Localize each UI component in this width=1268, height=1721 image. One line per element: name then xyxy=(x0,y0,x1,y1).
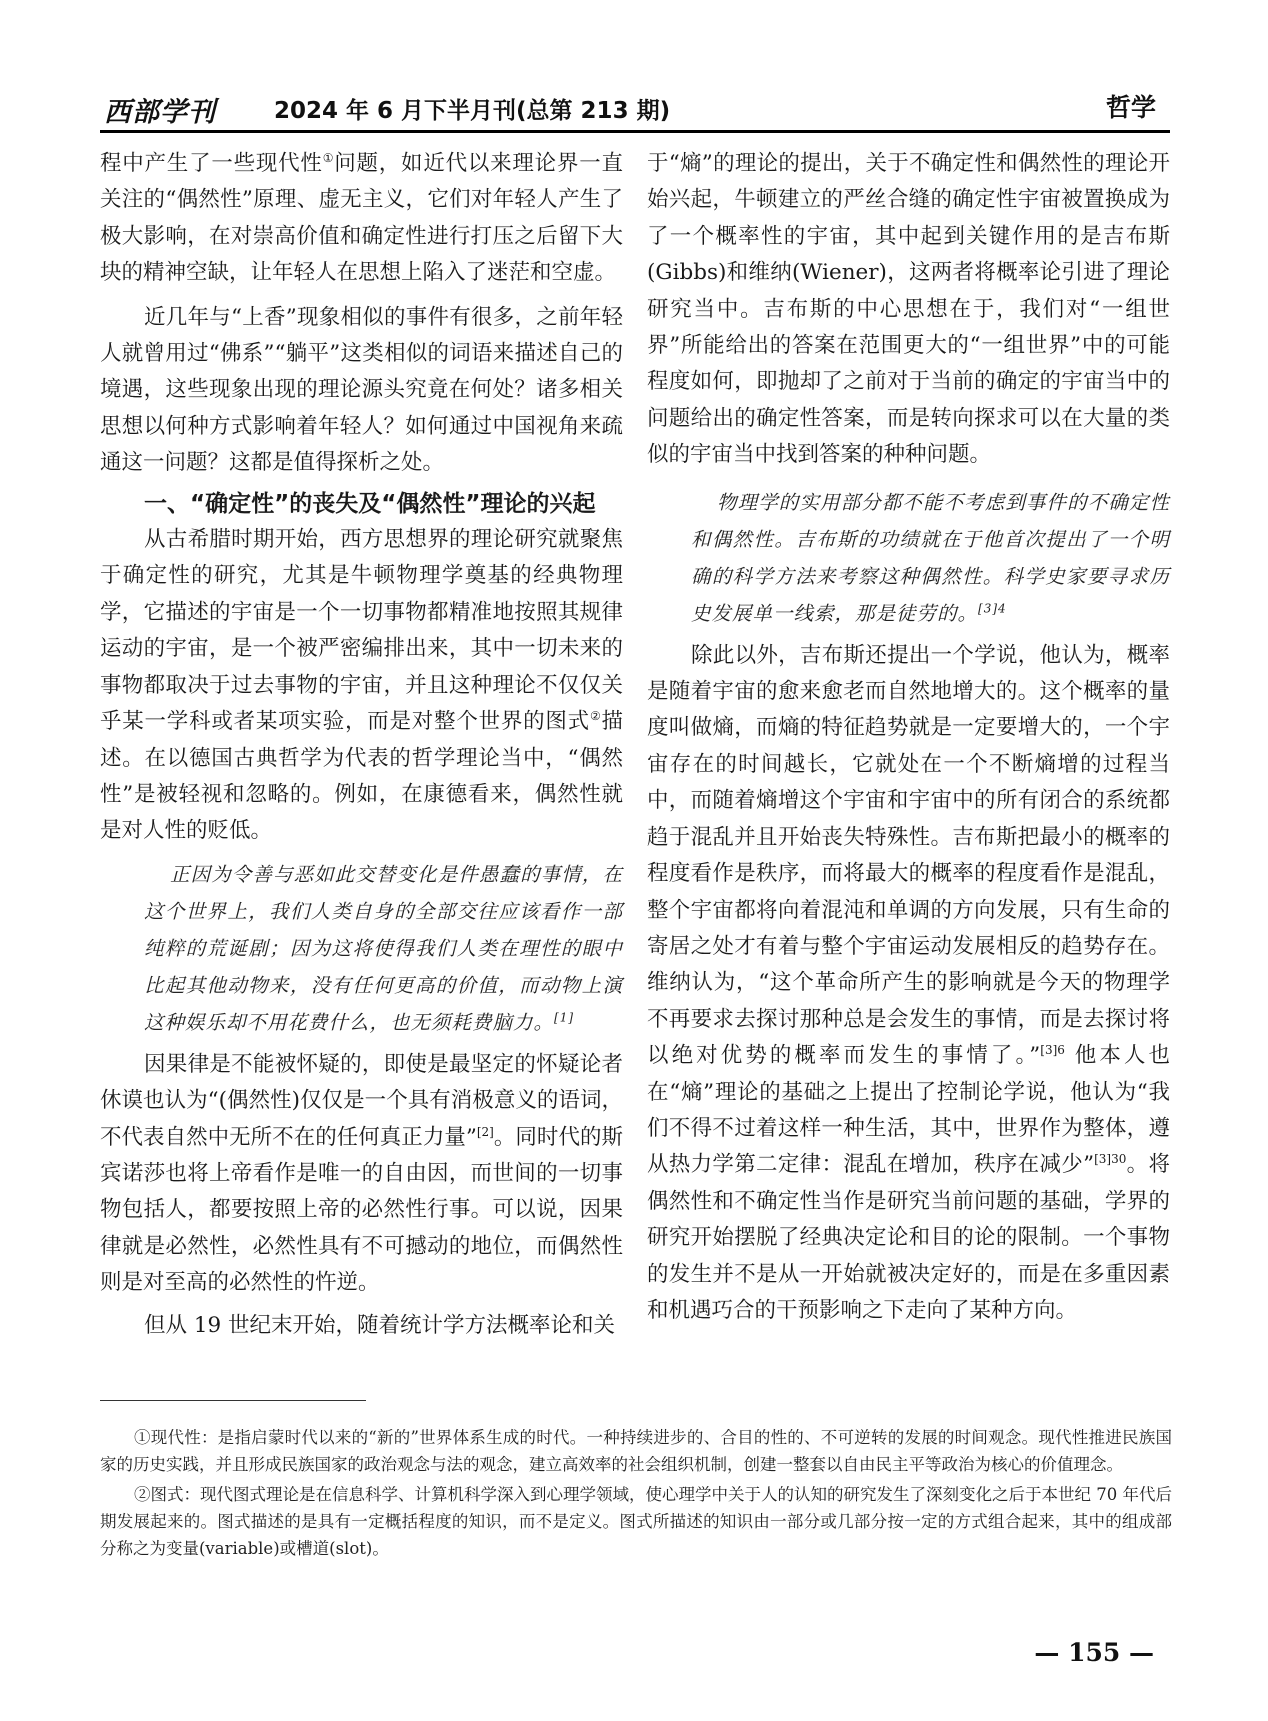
footnotes xyxy=(100,1424,1172,1565)
paragraph: 但从 19 世纪末开始，随着统计学方法概率论和关 xyxy=(144,1312,616,1338)
paragraph: 近几年与“上香”现象相似的事件有很多，之前年轻人就曾用过“佛系”“躺平”这类相似的词语来描述自己的境遇，这些现象出现的理论源头究竟在何处？诸多相关思想以何种方式影响着年轻人？如何通过中国视角来疏通这一问题？这都是值得探析之处。 xyxy=(100,304,623,476)
paragraph: 程中产生了一些现代性①问题，如近代以来理论界一直关注的“偶然性”原理、虚无主义，它们对年轻人产生了极大影响，在对崇高价值和确定性进行打压之后留下大块的精神空缺，让年轻人在思想上陷入了迷茫和空虚。 xyxy=(100,150,623,286)
footnote-marker[interactable]: ① xyxy=(322,150,335,165)
citation-marker[interactable]: [3]4 xyxy=(978,601,1007,616)
issue-info: 2024 年 6 月下半月刊(总第 213 期) xyxy=(274,98,671,124)
footnote-1: ①现代性：是指启蒙时代以来的“新的”世界体系生成的时代。一种持续进步的、合目的性的、不可逆转的发展的时间观念。现代性推进民族国家的历史实践，并且形成民族国家的政治观念与法的观念，建立高效率的社会组织机制，创建一整套以自由民主平等政治为核心的价值理念。 xyxy=(100,1428,1172,1474)
block-quote: 正因为令善与恶如此交替变化是件愚蠢的事情，在这个世界上，我们人类自身的全部交往应该看作一部纯粹的荒诞剧；因为这将使得我们人类在理性的眼中比起其他动物来，没有任何更高的价值，而动物上演这种娱乐却不用花费什么，也无须耗费脑力。[1] xyxy=(144,862,623,1034)
journal-logo: 西部学刊 xyxy=(104,97,216,128)
citation-marker[interactable]: [3]30 xyxy=(1094,1152,1127,1167)
section-heading: 一、“确定性”的丧失及“偶然性”理论的兴起 xyxy=(144,490,596,517)
running-header xyxy=(100,86,1170,133)
right-column xyxy=(647,146,1170,1329)
footnote-divider xyxy=(100,1400,366,1401)
paragraph: 除此以外，吉布斯还提出一个学说，他认为，概率是随着宇宙的愈来愈老而自然地增大的。这个概率的量度叫做熵，而熵的特征趋势就是一定要增大的，一个宇宙存在的时间越长，它就处在一个不断熵增的过程当中，而随着熵增这个宇宙和宇宙中的所有闭合的系统都趋于混乱并且开始丧失特殊性。吉布斯把最小的概率的程度看作是秩序，而将最大的概率的程度看作是混乱，整个宇宙都将向着混沌和单调的方向发展，只有生命的寄居之处才有着与整个宇宙运动发展相反的趋势存在。维纳认为，“这个革命所产生的影响就是今天的物理学不再要求去探讨那种总是会发生的事情，而是去探讨将以绝对优势的概率而发生的事情了。”$^{[3]6}$ 他本人也在“熵”理论的基础之上提出了控制论学说，他认为“我们不得不过着这样一种生活，其中，世界作为整体，遵从热力学第二定律：混乱在增加，秩序在减少”$^{[3]30}$。将偶然性和不确定性当作是研究当前问题的基础，学界的研究开始摆脱了经典决定论和目的论的限制。一个事物的发生并不是从一开始就被决定好的，而是在多重因素和机遇巧合的干预影响之下走向了某种方向。 xyxy=(647,642,1170,1323)
citation-marker[interactable]: [2] xyxy=(476,1124,494,1139)
citation-marker[interactable]: [1] xyxy=(554,1010,575,1025)
block-quote: 物理学的实用部分都不能不考虑到事件的不确定性和偶然性。吉布斯的功绩就在于他首次提出了一个明确的科学方法来考察这种偶然性。科学史家要寻求历史发展单一线索，那是徒劳的。$^{[3]4}$ xyxy=(691,490,1170,625)
section-label: 哲学 xyxy=(1105,93,1156,122)
footnote-2: ②图式：现代图式理论是在信息科学、计算机科学深入到心理学领域，使心理学中关于人的认知的研究发生了深刻变化之后于本世纪 70 年代后期发展起来的。图式描述的是具有一定概括程度的知识，而不是定义。图式所描述的知识由一部分或几部分按一定的方式组合起来，其中的组成部分称之为变量(variable)或槽道(slot)。 xyxy=(100,1485,1172,1558)
citation-marker[interactable]: [3]6 xyxy=(1040,1042,1065,1057)
paragraph: 于“熵”的理论的提出，关于不确定性和偶然性的理论开始兴起，牛顿建立的严丝合缝的确定性宇宙被置换成为了一个概率性的宇宙，其中起到关键作用的是吉布斯(Gibbs)和维纳(Wiener)，这两者将概率论引进了理论研究当中。吉布斯的中心思想在于，我们对“一组世界”所能给出的答案在范围更大的“一组世界”中的可能程度如何，即抛却了之前对于当前的确定的宇宙当中的问题给出的确定性答案，而是转向探求可以在大量的类似的宇宙当中找到答案的种种问题。 xyxy=(647,151,1170,468)
paragraph: 从古希腊时期开始，西方思想界的理论研究就聚焦于确定性的研究，尤其是牛顿物理学奠基的经典物理学，它描述的宇宙是一个一切事物都精准地按照其规律运动的宇宙，是一个被严密编排出来，其中一切未来的事物都取决于过去事物的宇宙，并且这种理论不仅仅关乎某一学科或者某项实验，而是对整个世界的图式②描述。在以德国古典哲学为代表的哲学理论当中，“偶然性”是被轻视和忽略的。例如，在康德看来，偶然性就是对人性的贬低。 xyxy=(100,527,623,844)
paragraph: 因果律是不能被怀疑的，即使是最坚定的怀疑论者休谟也认为“(偶然性)仅仅是一个具有消极意义的语词，不代表自然中无所不在的任何真正力量”[2]。同时代的斯宾诺莎也将上帝看作是唯一的自由因，而世间的一切事物包括人，都要按照上帝的必然性行事。可以说，因果律就是必然性，必然性具有不可撼动的地位，而偶然性则是对至高的必然性的忤逆。 xyxy=(100,1051,623,1296)
page-number: — 155 — xyxy=(1034,1638,1154,1667)
footnote-marker[interactable]: ② xyxy=(589,708,602,723)
left-column xyxy=(100,146,623,1344)
